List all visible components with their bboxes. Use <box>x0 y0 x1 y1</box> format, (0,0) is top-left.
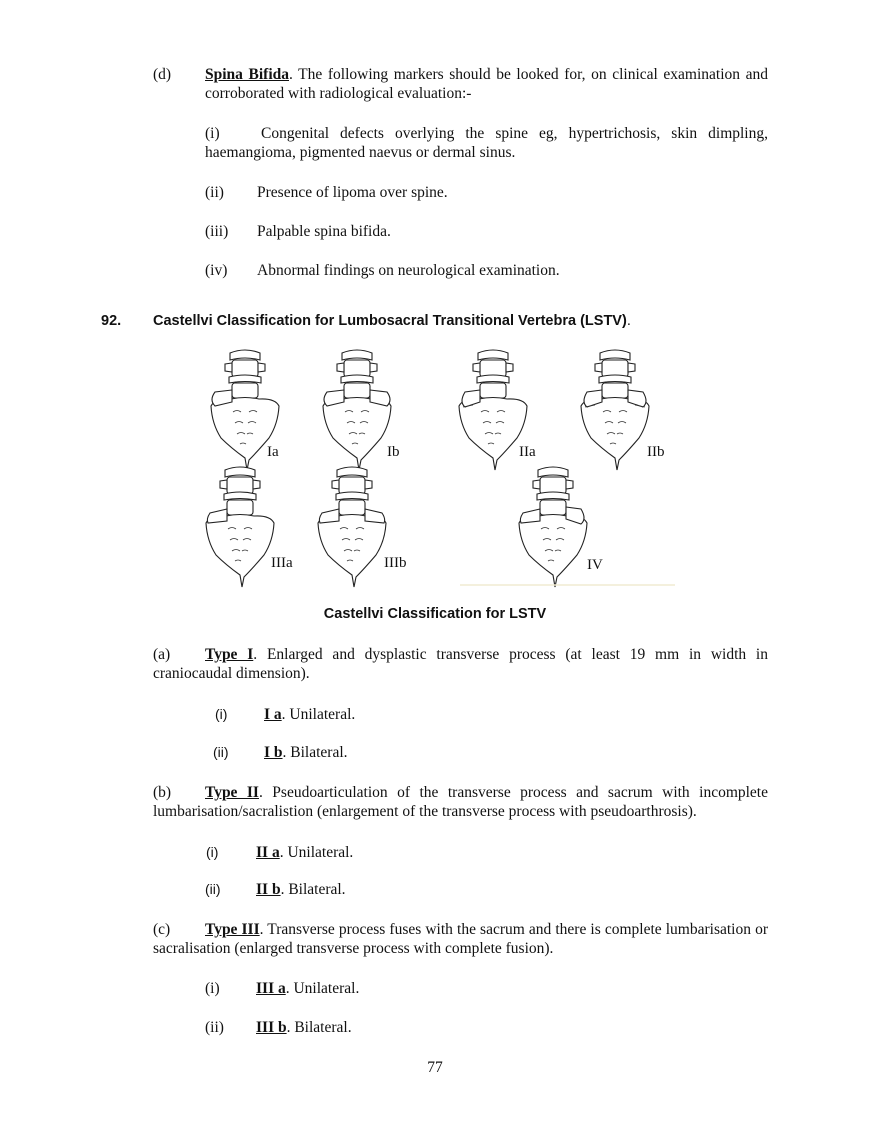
label-ia: Ia <box>267 444 279 460</box>
section-number: 92. <box>101 313 122 329</box>
type-ii-sub-2-label: II b <box>256 881 281 898</box>
type-ii-sub-2-text: . Bilateral. <box>280 881 346 898</box>
spina-bifida-item-1-text: Congenital defects overlying the spine eg, hypertrichosis, skin dimpling, haemangioma, pigmented naevus or dermal sinus. <box>205 125 768 161</box>
type-ii-sub-2 <box>256 880 346 899</box>
type-iii-sub-2-label: III b <box>256 1019 287 1036</box>
type-ii-sub-2-num: (ii) <box>205 881 221 897</box>
type-iii-sub-2-num: (ii) <box>205 1019 224 1036</box>
label-iiia: IIIa <box>271 555 293 571</box>
spina-bifida-item-1-num: (i) <box>205 125 220 142</box>
type-iii-sub-1-text: . Unilateral. <box>285 980 360 997</box>
castellvi-ib-drawing <box>323 350 391 470</box>
type-i-sub-1 <box>264 705 355 724</box>
label-iv: IV <box>587 557 603 573</box>
spina-bifida-intro: . The following markers should be looked for, on clinical examination and corroborated with radiological evaluation:- <box>205 66 768 102</box>
type-i-desc: . Enlarged and dysplastic transverse process (at least 19 mm in width in craniocaudal dimension). <box>153 646 768 682</box>
type-ii-paragraph <box>153 783 768 821</box>
label-ib: Ib <box>387 444 400 460</box>
castellvi-iib-drawing <box>581 350 649 470</box>
type-ii-sub-1-num: (i) <box>206 844 219 860</box>
spina-bifida-item-2-text: Presence of lipoma over spine. <box>257 184 448 201</box>
type-iii-sub-1-num: (i) <box>205 980 220 997</box>
type-ii-sub-1 <box>256 843 353 862</box>
spina-bifida-marker: (d) <box>153 66 172 83</box>
page-number: 77 <box>427 1059 443 1076</box>
type-iii-marker: (c) <box>153 921 171 938</box>
label-iia: IIa <box>519 444 536 460</box>
castellvi-iv-drawing <box>519 467 587 587</box>
type-iii-sub-2 <box>256 1018 352 1037</box>
type-iii-sub-1-label: III a <box>256 980 286 997</box>
type-i-sub-2 <box>264 743 348 762</box>
type-i-sub-2-num: (ii) <box>213 744 229 760</box>
type-ii-marker: (b) <box>153 784 172 801</box>
type-iii-title: Type III <box>205 921 260 938</box>
spina-bifida-item-1 <box>205 124 768 162</box>
spina-bifida-item-4-num: (iv) <box>205 262 228 279</box>
type-ii-title: Type II <box>205 784 259 801</box>
type-ii-desc: . Pseudoarticulation of the transverse process and sacrum with incomplete lumbarisation/sacralistion (enlargement of the transverse process with pseudoarthrosis). <box>153 784 768 820</box>
spina-bifida-item-4-text: Abnormal findings on neurological examination. <box>257 262 560 279</box>
type-i-sub-1-text: . Unilateral. <box>281 706 356 723</box>
type-i-marker: (a) <box>153 646 171 663</box>
type-i-title: Type I <box>205 646 254 663</box>
figure-caption: Castellvi Classification for LSTV <box>323 606 547 622</box>
type-iii-sub-1 <box>256 979 359 998</box>
section-heading <box>153 312 631 331</box>
spina-bifida-paragraph <box>205 65 768 103</box>
type-iii-desc: . Transverse process fuses with the sacrum and there is complete lumbarisation or sacralisation (enlarged transverse process with complete fusion). <box>153 921 768 957</box>
type-ii-sub-1-text: . Unilateral. <box>279 844 354 861</box>
section-heading-text: Castellvi Classification for Lumbosacral Transitional Vertebra (LSTV) <box>153 313 627 329</box>
type-ii-sub-1-label: II a <box>256 844 280 861</box>
spina-bifida-item-3-num: (iii) <box>205 223 229 240</box>
castellvi-figure <box>195 345 685 590</box>
type-i-sub-2-label: I b <box>264 744 283 761</box>
type-iii-paragraph <box>153 920 768 958</box>
castellvi-iiib-drawing <box>318 467 386 587</box>
label-iib: IIb <box>647 444 665 460</box>
section-heading-end: . <box>626 313 631 329</box>
type-i-paragraph <box>153 645 768 683</box>
spina-bifida-title: Spina Bifida <box>205 66 289 83</box>
label-iiib: IIIb <box>384 555 407 571</box>
type-i-sub-2-text: . Bilateral. <box>282 744 348 761</box>
spina-bifida-item-2-num: (ii) <box>205 184 224 201</box>
type-i-sub-1-label: I a <box>264 706 282 723</box>
castellvi-iia-drawing <box>459 350 527 470</box>
spina-bifida-item-3-text: Palpable spina bifida. <box>257 223 391 240</box>
castellvi-iiia-drawing <box>206 467 274 587</box>
type-i-sub-1-num: (i) <box>215 706 228 722</box>
type-iii-sub-2-text: . Bilateral. <box>286 1019 352 1036</box>
